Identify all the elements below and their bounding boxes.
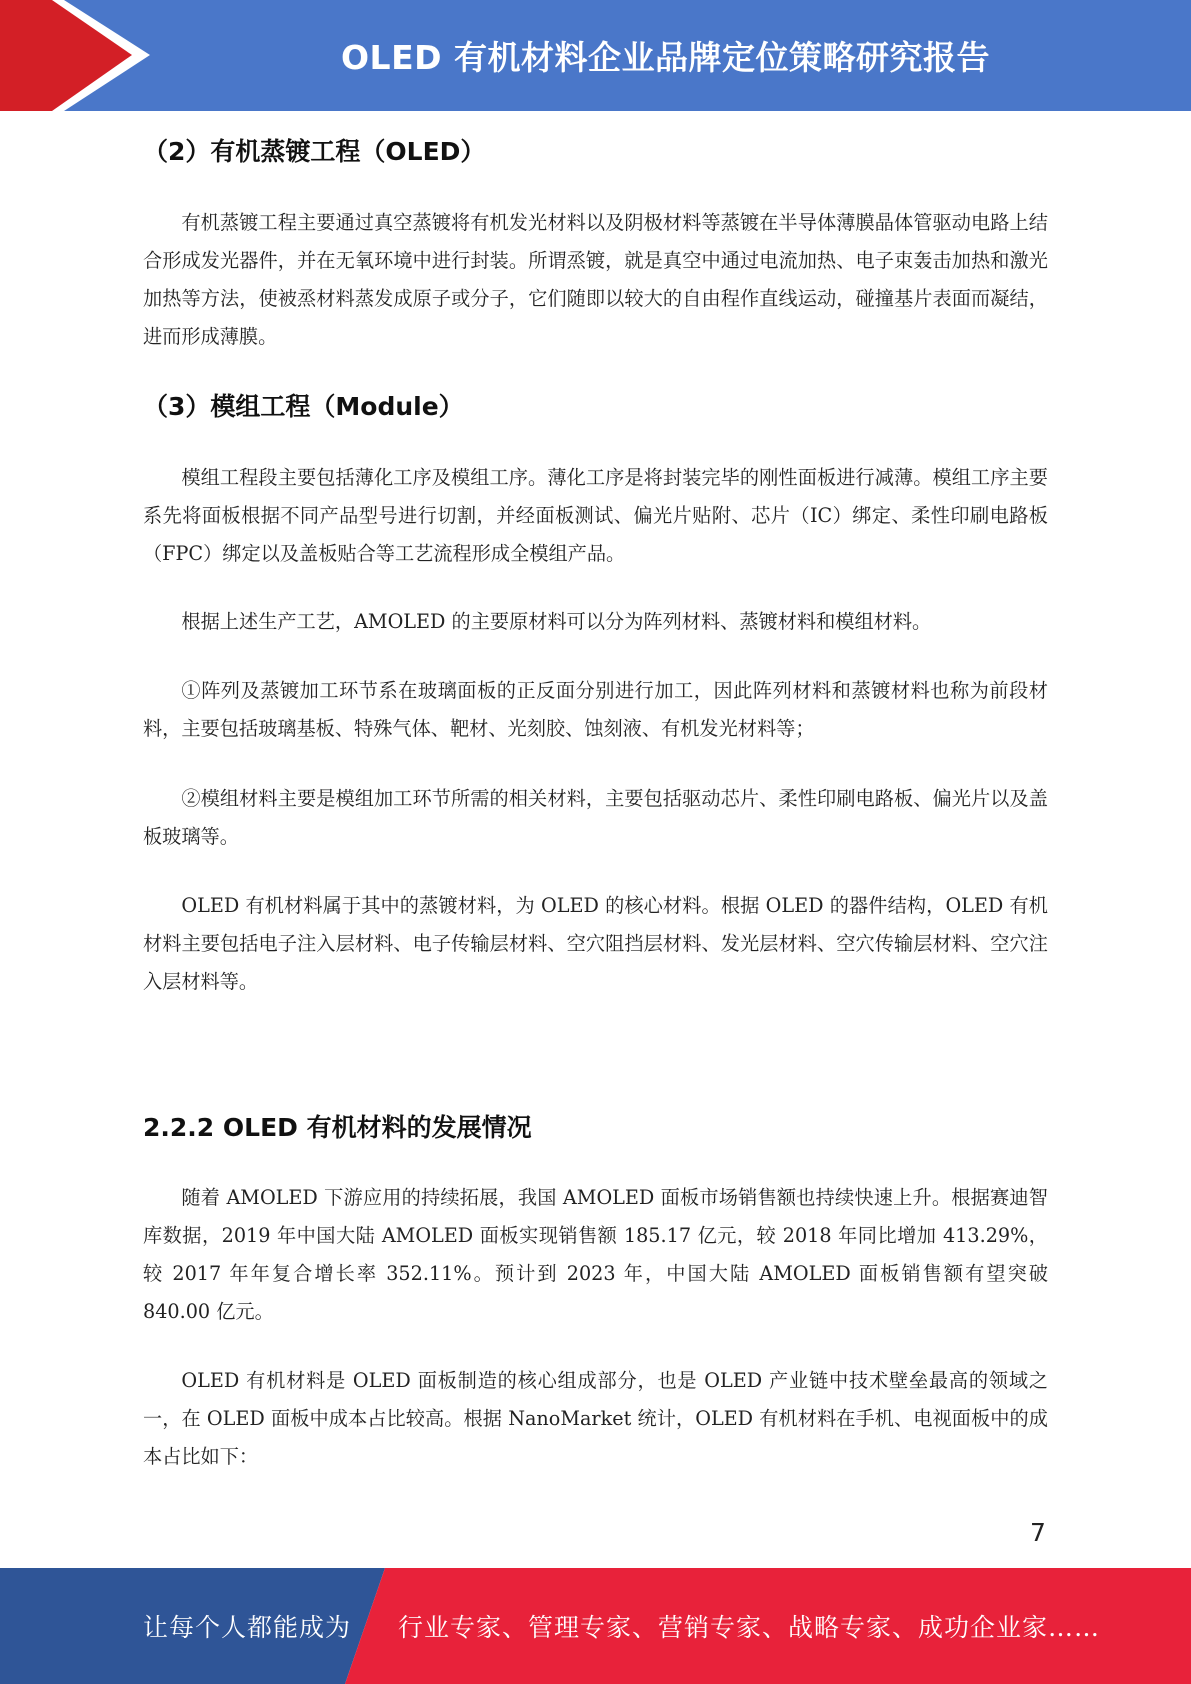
paragraph-development-2: OLED 有机材料是 OLED 面板制造的核心组成部分，也是 OLED 产业链中技术壁垒最高的领域之一，在 OLED 面板中成本占比较高。根据 NanoMarket 统计，OLED 有机材料在手机、电视面板中的成本占比如下： (143, 1369, 1048, 1468)
section-heading-oled: （2）有机蒸镀工程（OLED） (143, 137, 486, 166)
report-title: OLED 有机材料企业品牌定位策略研究报告 (340, 38, 990, 77)
section-heading-module: （3）模组工程（Module） (143, 392, 464, 421)
paragraph-development-1: 随着 AMOLED 下游应用的持续拓展，我国 AMOLED 面板市场销售额也持续快速上升。根据赛迪智库数据，2019 年中国大陆 AMOLED 面板实现销售额 185.17 亿元，较 2018 年同比增加 413.29%，较 2017 年年复合增长率 352.11%。预计到 2023 年，中国大陆 AMOLED 面板销售额有望突破 840.00 亿元。 (143, 1186, 1048, 1323)
paragraph-item-2: ②模组材料主要是模组加工环节所需的相关材料，主要包括驱动芯片、柔性印刷电路板、偏光片以及盖板玻璃等。 (143, 787, 1048, 848)
section-heading-development: 2.2.2 OLED 有机材料的发展情况 (143, 1113, 532, 1142)
footer-slogan-right: 行业专家、管理专家、营销专家、战略专家、成功企业家…… (398, 1613, 1101, 1642)
page-number: 7 (1030, 1518, 1046, 1547)
page-footer (0, 1568, 1191, 1684)
page-header (0, 0, 1191, 111)
footer-slogan-left: 让每个人都能成为 (143, 1613, 352, 1642)
header-chevron-decoration (0, 0, 160, 111)
paragraph-core-material: OLED 有机材料属于其中的蒸镀材料，为 OLED 的核心材料。根据 OLED 的器件结构，OLED 有机材料主要包括电子注入层材料、电子传输层材料、空穴阻挡层材料、发光层材料、空穴传输层材料、空穴注入层材料等。 (143, 894, 1048, 993)
paragraph-materials: 根据上述生产工艺，AMOLED 的主要原材料可以分为阵列材料、蒸镀材料和模组材料。 (181, 610, 932, 633)
paragraph-module: 模组工程段主要包括薄化工序及模组工序。薄化工序是将封装完毕的刚性面板进行减薄。模组工序主要系先将面板根据不同产品型号进行切割，并经面板测试、偏光片贴附、芯片（IC）绑定、柔性印刷电路板（FPC）绑定以及盖板贴合等工艺流程形成全模组产品。 (143, 466, 1048, 565)
paragraph-item-1: ①阵列及蒸镀加工环节系在玻璃面板的正反面分别进行加工，因此阵列材料和蒸镀材料也称为前段材料，主要包括玻璃基板、特殊气体、靶材、光刻胶、蚀刻液、有机发光材料等； (143, 679, 1048, 740)
paragraph-oled: 有机蒸镀工程主要通过真空蒸镀将有机发光材料以及阴极材料等蒸镀在半导体薄膜晶体管驱动电路上结合形成发光器件，并在无氧环境中进行封装。所谓烝镀，就是真空中通过电流加热、电子束轰击加热和激光加热等方法，使被烝材料蒸发成原子或分子，它们随即以较大的自由程作直线运动，碰撞基片表面而凝结，进而形成薄膜。 (143, 211, 1048, 348)
